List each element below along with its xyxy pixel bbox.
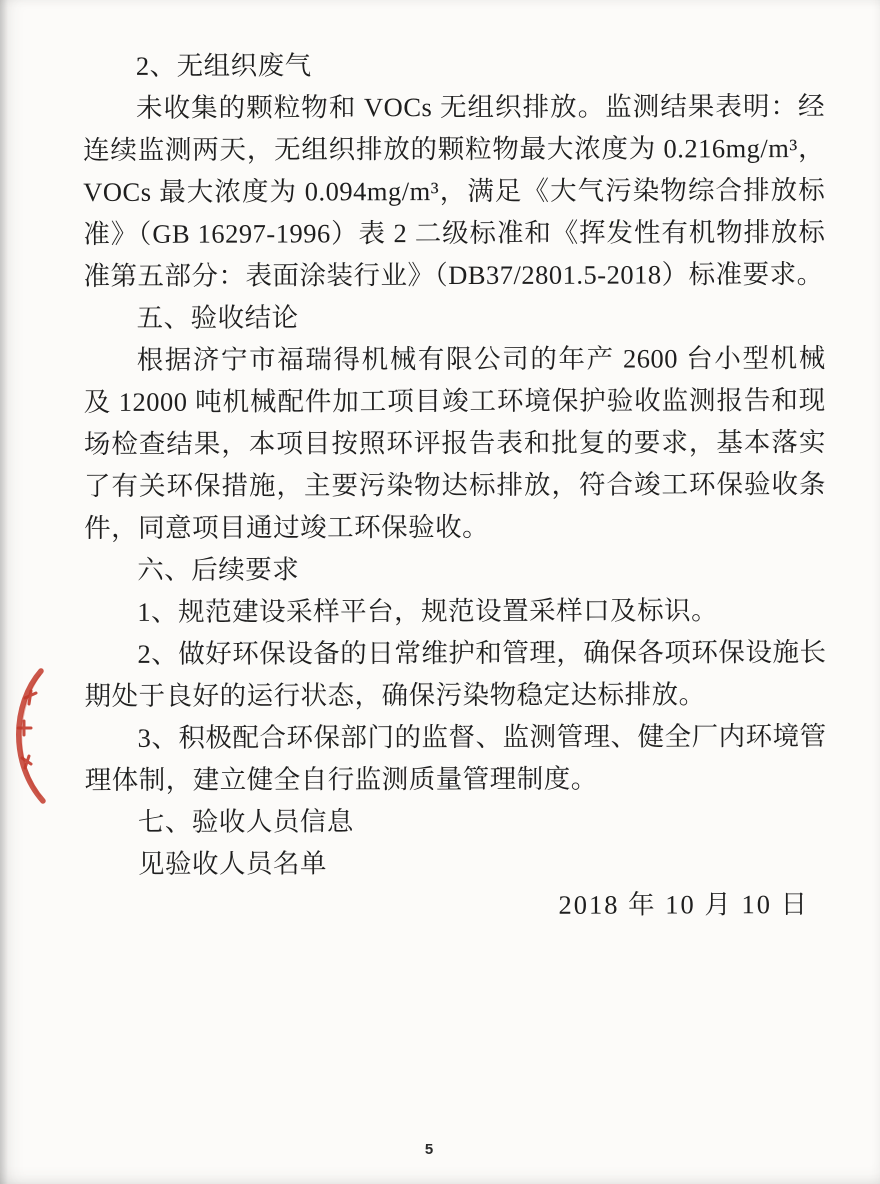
paragraph-requirement-1: 1、规范建设采样平台，规范设置采样口及标识。: [137, 595, 719, 627]
scan-edge-shadow: [0, 0, 8, 1184]
section-heading-fugitive-gas: 2、无组织废气: [135, 50, 312, 81]
document-text-body: [83, 43, 827, 927]
paragraph-fugitive-gas: 未收集的颗粒物和 VOCs 无组织排放。监测结果表明：经连续监测两天，无组织排放的颗粒物最大浓度为 0.216mg/m³，VOCs 最大浓度为 0.094mg/m³，满足《大气污染物综合排放标准》（GB 16297-1996）表 2 二级标准和《挥发性有机物排放标准第五部分：表面涂装行业》（DB37/2801.5-2018）标准要求。: [83, 91, 826, 291]
section-heading-acceptance-conclusion: 五、验收结论: [136, 302, 299, 333]
paragraph-requirement-3: 3、积极配合环保部门的监督、监测管理、健全厂内环境管理体制，建立健全自行监测质量管理制度。: [84, 721, 827, 795]
paragraph-acceptance-conclusion: 根据济宁市福瑞得机械有限公司的年产 2600 台小型机械及 12000 吨机械配件加工项目竣工环境保护验收监测报告和现场检查结果，本项目按照环评报告表和批复的要求，基本落实了有关环保措施，主要污染物达标排放，符合竣工环保验收条件，同意项目通过竣工环保验收。: [83, 343, 827, 543]
paragraph-personnel-list-ref: 见验收人员名单: [137, 848, 328, 879]
seal-arc-inner: [21, 675, 40, 796]
red-seal-partial: [0, 666, 52, 806]
section-heading-personnel-info: 七、验收人员信息: [137, 806, 354, 837]
section-heading-follow-up-requirements: 六、后续要求: [137, 554, 300, 585]
seal-arc: [19, 671, 43, 801]
document-date: 2018 年 10 月 10 日: [558, 889, 810, 920]
page-number: 5: [424, 1141, 434, 1158]
paragraph-requirement-2: 2、做好环保设备的日常维护和管理，确保各项环保设施长期处于良好的运行状态，确保污染物稳定达标排放。: [84, 637, 827, 711]
seal-glyph-marks: [18, 691, 36, 768]
